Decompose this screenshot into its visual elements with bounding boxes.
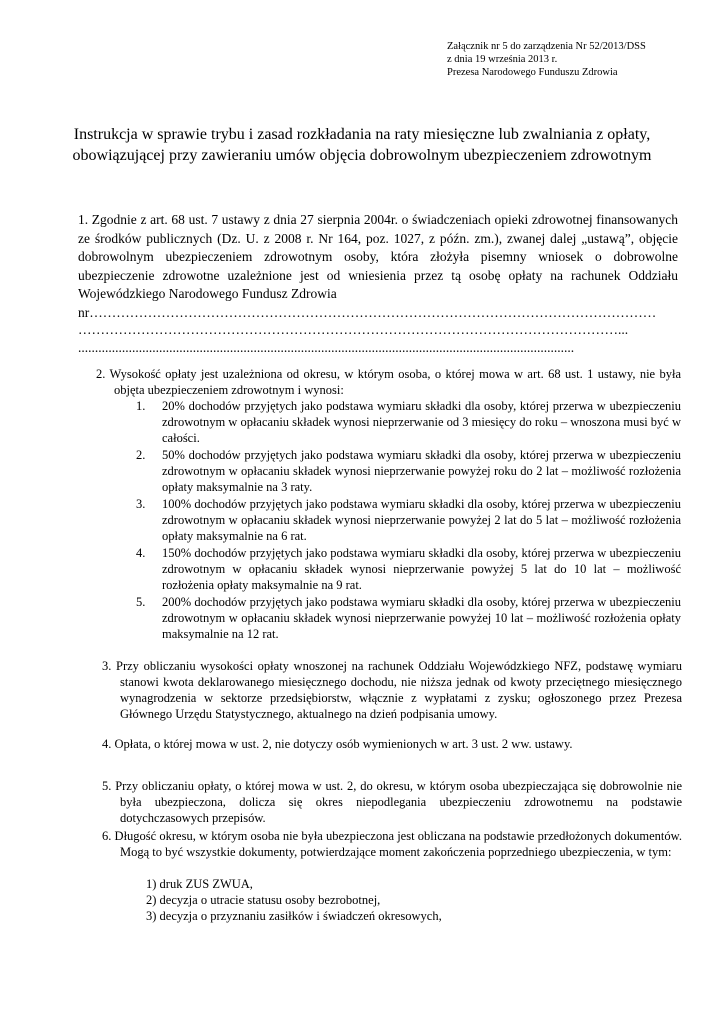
list-item: 1) druk ZUS ZWUA, [146,877,253,891]
list-item: 1. 20% dochodów przyjętych jako podstawa wymiaru składki dla osoby, której przerwa w ubezpieczeniu zdrowotnym w opłacaniu składek wynosi nieprzerwanie od 3 miesięcy do roku – wnoszona musi być w całości. [136,399,681,445]
document-title: Instrukcja w sprawie trybu i zasad rozkładania na raty miesięczne lub zwalniania z opłaty, obowiązującej przy zawieraniu umów objęcia dobrowolnym ubezpieczeniem zdrowotnym [72,126,652,164]
documents-list [102,876,682,924]
list-item: 2) decyzja o utracie statusu osoby bezrobotnej, [146,893,381,907]
account-number-line-3: ................................................................................................................................................... [78,339,575,355]
header-line-3: Prezesa Narodowego Funduszu Zdrowia [447,67,618,78]
paragraph-1 [78,211,678,356]
account-number-line-1: nr……………………………………………………………………………………………………………… [78,304,657,320]
paragraph-2 [96,366,681,643]
paragraph-4: 4. Opłata, o której mowa w ust. 2, nie dotyczy osób wymienionych w art. 3 ust. 2 ww. ustawy. [102,737,573,751]
paragraph-5: 5. Przy obliczaniu opłaty, o której mowa w ust. 2, do okresu, w którym osoba ubezpieczająca się dobrowolnie nie była ubezpieczona, dolicza się okres niepodlegania ubezpieczeniu zdrowotnemu na podstawie dotychczasowych przepisów. [102,779,682,825]
header-line-2: z dnia 19 września 2013 r. [447,54,558,65]
list-item: 3. 100% dochodów przyjętych jako podstawa wymiaru składki dla osoby, której przerwa w ubezpieczeniu zdrowotnym w opłacaniu składek wynosi nieprzerwanie powyżej 2 lat do 5 lat – możliwość rozłożenia opłaty maksymalnie na 6 rat. [136,497,681,543]
fee-levels-list [136,398,681,642]
paragraph-3: 3. Przy obliczaniu wysokości opłaty wnoszonej na rachunek Oddziału Wojewódzkiego NFZ, podstawę wymiaru stanowi kwota deklarowanego miesięcznego dochodu, nie niższa jednak od kwoty przeciętnego miesięcznego wynagrodzenia w sektorze przedsiębiorstw, włącznie z wypłatami z zysku; ogłoszonego przez Prezesa Głównego Urzędu Statystycznego, aktualnego na dzień podpisania umowy. [102,659,682,721]
attachment-header [447,40,717,79]
list-item: 3) decyzja o przyznaniu zasiłków i świadczeń okresowych, [146,909,442,923]
paragraph-1-text: 1. Zgodnie z art. 68 ust. 7 ustawy z dnia 27 sierpnia 2004r. o świadczeniach opieki zdrowotnej finansowanych ze środków publicznych (Dz. U. z 2008 r. Nr 164, poz. 1027, z późn. zm.), zwanej dalej „ustawą”, objęcie dobrowolnym ubezpieczeniem zdrowotnym osoby, która złożyła pisemny wniosek o dobrowolne ubezpieczenie zdrowotne uzależnione jest od wniesienia przez tą osobę opłaty na rachunek Oddziału Wojewódzkiego Narodowego Fundusz Zdrowia [78,212,678,301]
header-line-1: Załącznik nr 5 do zarządzenia Nr 52/2013/DSS [447,41,646,52]
list-item: 4. 150% dochodów przyjętych jako podstawa wymiaru składki dla osoby, której przerwa w ubezpieczeniu zdrowotnym w opłacaniu składek wynosi nieprzerwanie powyżej 5 lat do 10 lat – możliwość rozłożenia opłaty maksymalnie na 9 rat. [136,546,681,592]
account-number-line-2: …………………………………………………………………………………………………………... [78,322,629,337]
list-item: 5. 200% dochodów przyjętych jako podstawa wymiaru składki dla osoby, której przerwa w ubezpieczeniu zdrowotnym w opłacaniu składek wynosi nieprzerwanie powyżej 10 lat – możliwość rozłożenia opłaty maksymalnie na 12 rat. [136,595,681,641]
paragraph-2-lead: 2. Wysokość opłaty jest uzależniona od okresu, w którym osoba, o której mowa w art. 68 ust. 1 ustawy, nie była objęta ubezpieczeniem zdrowotnym i wynosi: [96,367,681,397]
paragraph-6: 6. Długość okresu, w którym osoba nie była ubezpieczona jest obliczana na podstawie przedłożonych dokumentów. Mogą to być wszystkie dokumenty, potwierdzające moment zakończenia poprzedniego ubezpieczenia, w tym: 1) druk ZUS ZWUA, 2) decyzja o utracie statusu osoby bezrobotnej, 3) decyzja o przyznaniu zasiłków i świadczeń okresowych, [102,829,682,923]
list-item: 2. 50% dochodów przyjętych jako podstawa wymiaru składki dla osoby, której przerwa w ubezpieczeniu zdrowotnym w opłacaniu składek wynosi nieprzerwanie powyżej roku do 2 lat – możliwość rozłożenia opłaty maksymalnie na 3 raty. [136,448,681,494]
